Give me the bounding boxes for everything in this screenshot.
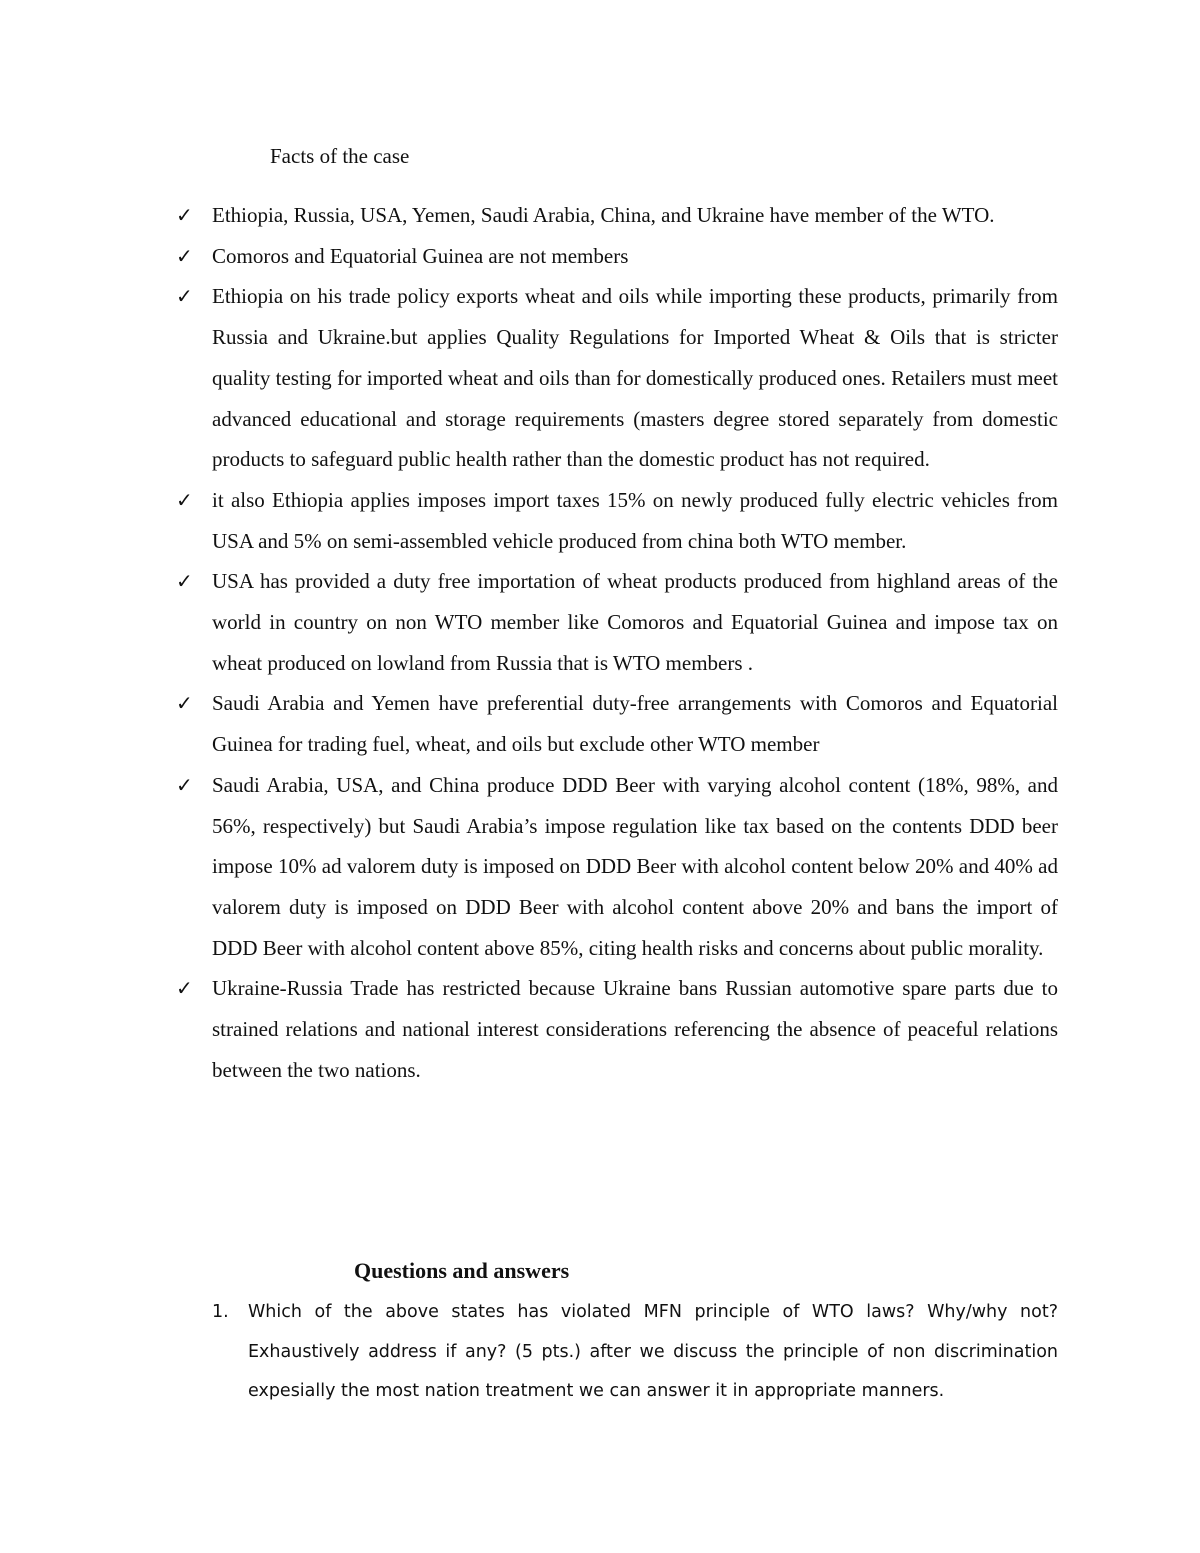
fact-item xyxy=(176,765,1058,969)
fact-item xyxy=(176,236,1058,277)
facts-list xyxy=(176,195,1058,1090)
fact-text: Ethiopia on his trade policy exports wheat and oils while importing these products, primarily from Russia and Ukraine.but applies Quality Regulations for Imported Wheat & Oils that is stricter quality testing for imported wheat and oils than for domestically produced ones. Retailers must meet advanced educational and storage requirements (masters degree stored separately from domestic products to safeguard public health rather than the domestic product has not required. xyxy=(212,284,1058,472)
check-icon: ✓ xyxy=(176,976,193,1001)
questions-heading: Questions and answers xyxy=(354,1258,570,1283)
fact-item xyxy=(176,561,1058,683)
fact-item xyxy=(176,968,1058,1090)
question-item xyxy=(212,1293,1058,1412)
fact-text: Saudi Arabia and Yemen have preferential duty-free arrangements with Comoros and Equatorial Guinea for trading fuel, wheat, and oils but exclude other WTO member xyxy=(212,691,1058,757)
fact-text: Saudi Arabia, USA, and China produce DDD Beer with varying alcohol content (18%, 98%, and 56%, respectively) but Saudi Arabia’s impose regulation like tax based on the contents DDD beer impose 10% ad valorem duty is imposed on DDD Beer with alcohol content below 20% and 40% ad valorem duty is imposed on DDD Beer with alcohol content above 20% and bans the import of DDD Beer with alcohol content above 85%, citing health risks and concerns about public morality. xyxy=(212,772,1058,960)
question-number: 1. xyxy=(212,1302,229,1322)
check-icon: ✓ xyxy=(176,203,193,227)
check-icon: ✓ xyxy=(176,772,193,797)
fact-text: it also Ethiopia applies imposes import taxes 15% on newly produced fully electric vehicles from USA and 5% on semi-assembled vehicle produced from china both WTO member. xyxy=(212,487,1058,553)
check-icon: ✓ xyxy=(176,487,193,512)
check-icon: ✓ xyxy=(176,691,193,716)
fact-text: Comoros and Equatorial Guinea are not members xyxy=(212,243,629,268)
fact-item xyxy=(176,276,1058,480)
check-icon: ✓ xyxy=(176,569,193,594)
question-text: Which of the above states has violated MFN principle of WTO laws? Why/why not? Exhaustively address if any? (5 pts.) after we discuss the principle of non discrimination expesially the most nation treatment we can answer it in appropriate manners. xyxy=(248,1302,1058,1401)
questions-list xyxy=(212,1293,1058,1412)
document-title: Facts of the case xyxy=(270,144,410,168)
fact-text: USA has provided a duty free importation of wheat products produced from highland areas of the world in country on non WTO member like Comoros and Equatorial Guinea and impose tax on wheat produced on lowland from Russia that is WTO members . xyxy=(212,569,1058,675)
fact-text: Ukraine-Russia Trade has restricted because Ukraine bans Russian automotive spare parts due to strained relations and national interest considerations referencing the absence of peaceful relations between the two nations. xyxy=(212,976,1058,1082)
check-icon: ✓ xyxy=(176,284,193,309)
check-icon: ✓ xyxy=(176,243,193,268)
fact-text: Ethiopia, Russia, USA, Yemen, Saudi Arabia, China, and Ukraine have member of the WTO. xyxy=(212,203,995,227)
fact-item xyxy=(176,480,1058,561)
fact-item xyxy=(176,195,1058,236)
fact-item xyxy=(176,683,1058,764)
